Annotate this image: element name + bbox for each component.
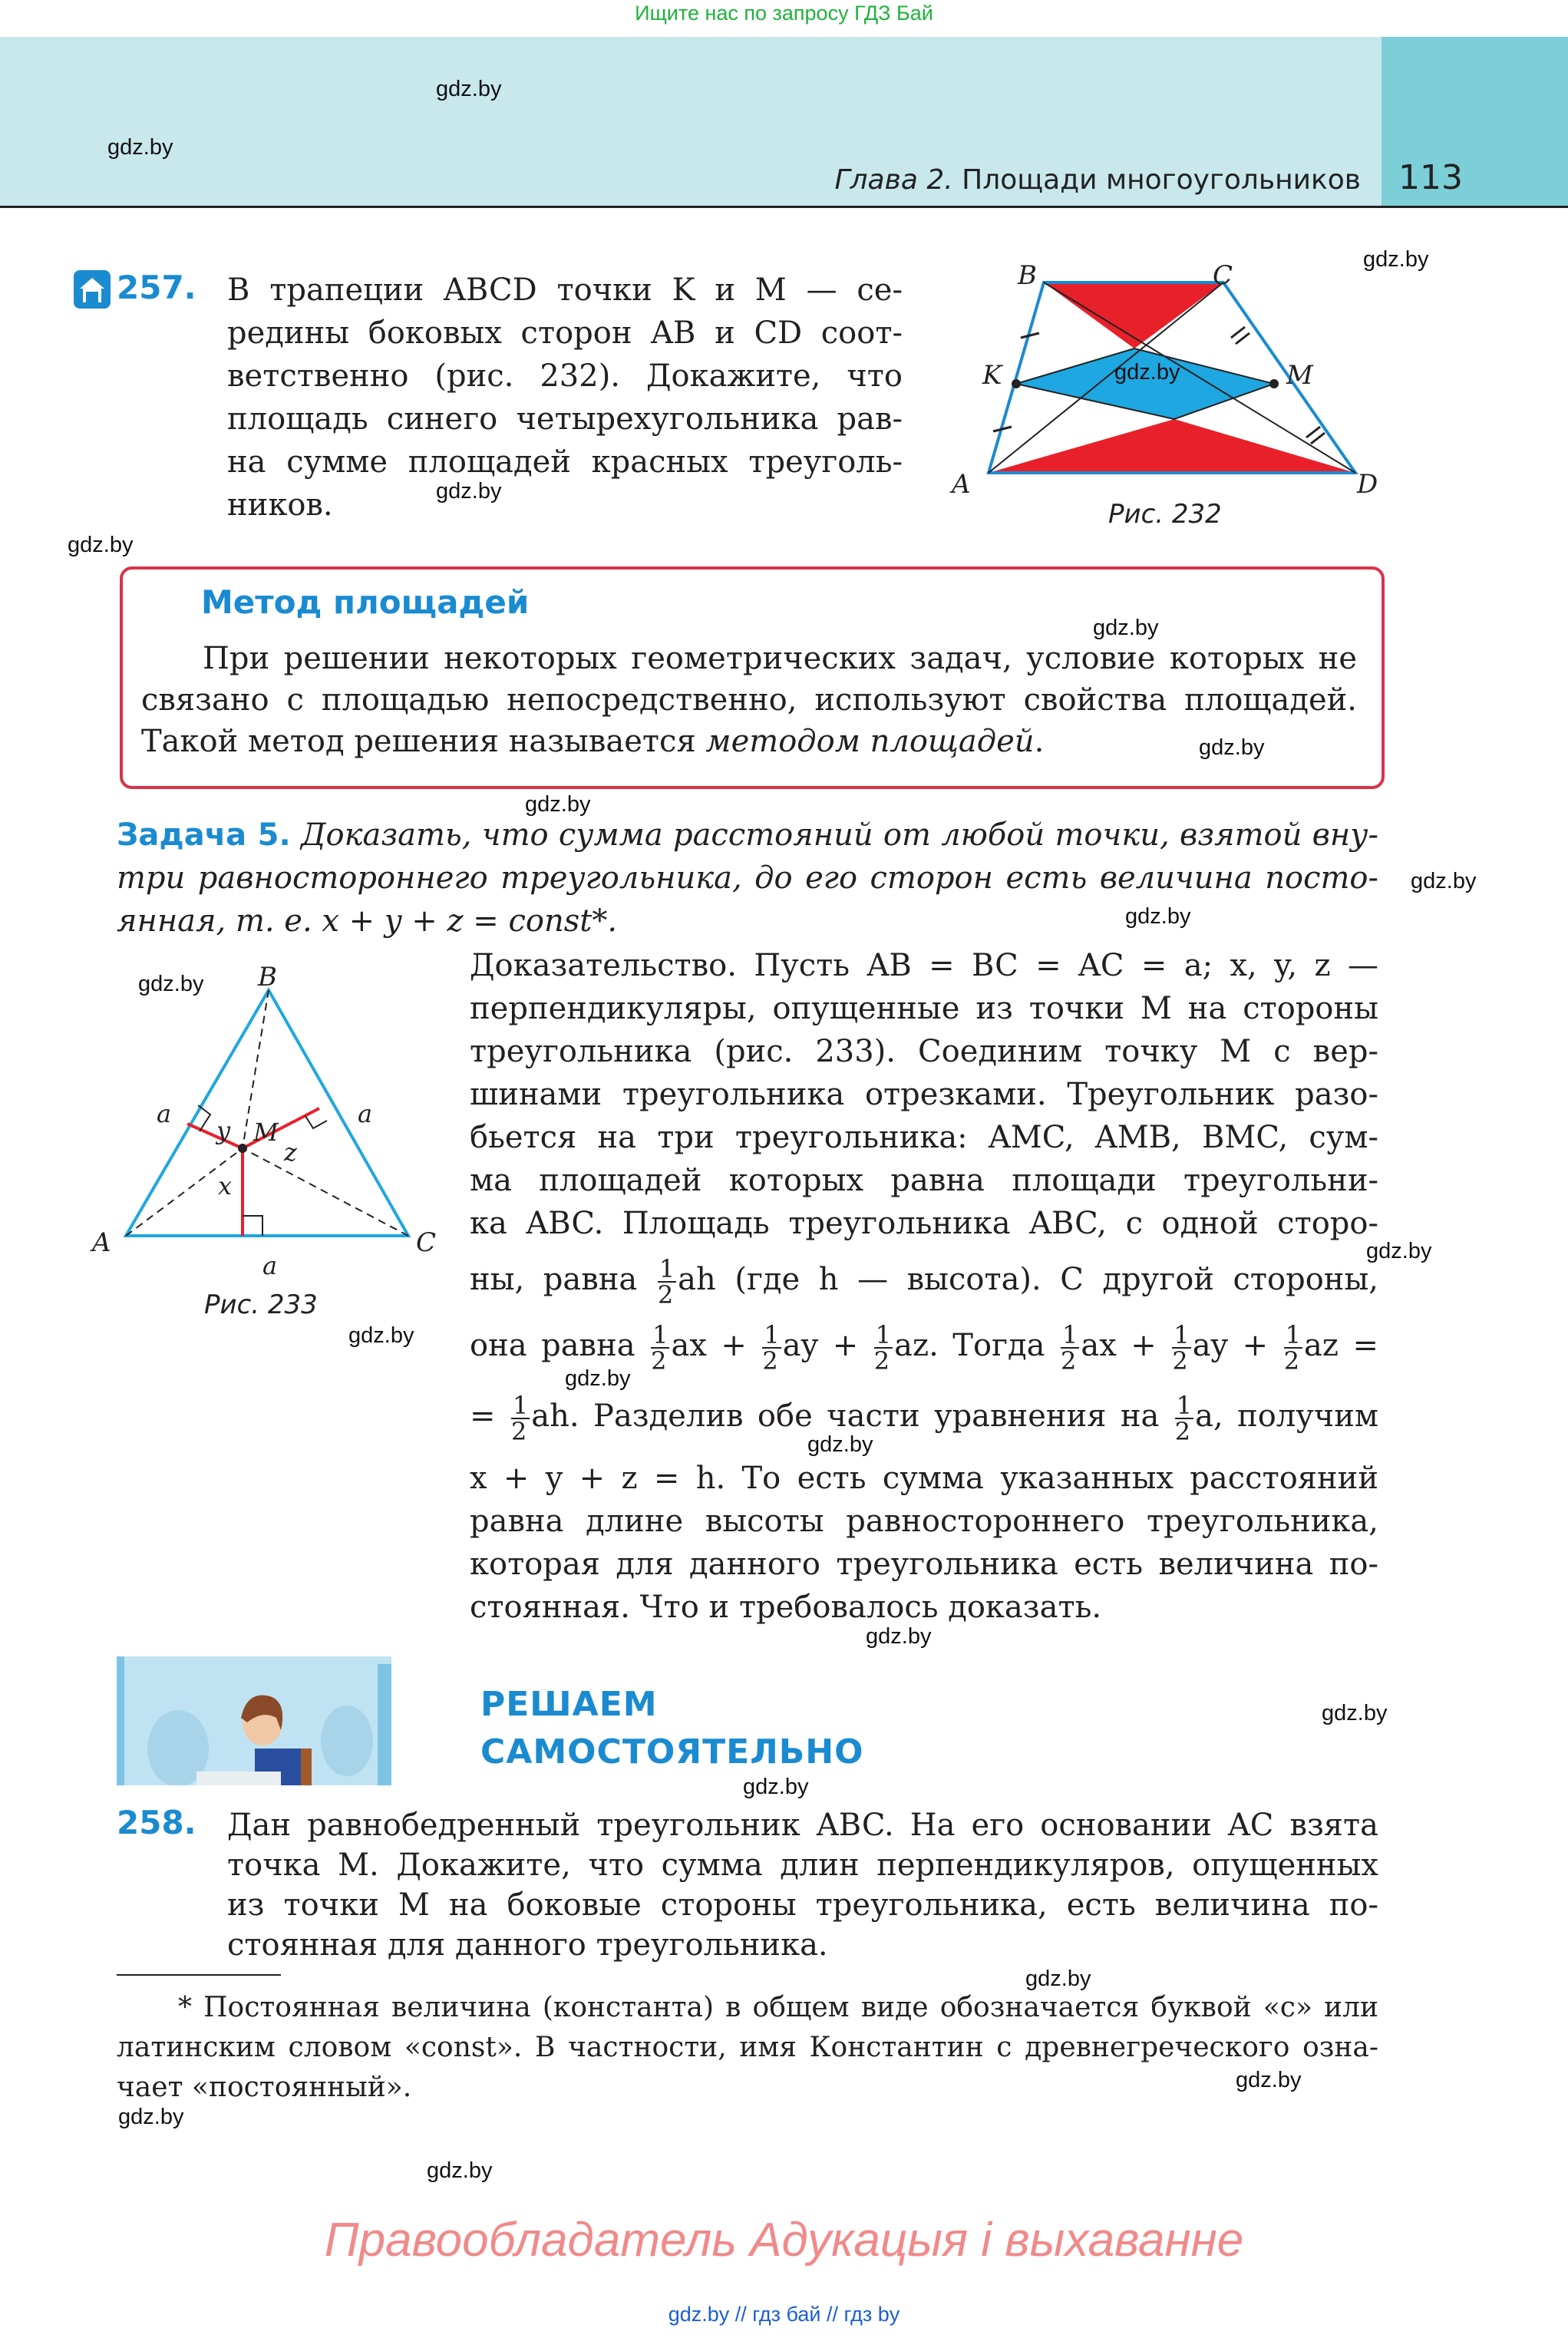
label-A: A bbox=[952, 469, 971, 500]
frac-den: 2 bbox=[1172, 1346, 1188, 1375]
frac-num: 1 bbox=[1285, 1320, 1302, 1349]
label-B: B bbox=[1018, 261, 1037, 291]
proof-line-fraction bbox=[470, 1319, 1378, 1373]
red-triangle-bottom bbox=[989, 419, 1355, 473]
label-M: M bbox=[1286, 360, 1313, 391]
figure-232 bbox=[944, 261, 1420, 514]
fraction-half bbox=[1175, 1393, 1193, 1444]
problem-number: 258. bbox=[117, 1804, 196, 1841]
proof-line-fraction bbox=[470, 1253, 1378, 1307]
watermark: gdz.by bbox=[436, 77, 502, 101]
fraction-half bbox=[511, 1393, 530, 1444]
proof-text: ah (где h — высота). С другой стороны, bbox=[678, 1262, 1379, 1297]
fraction-half bbox=[762, 1320, 781, 1375]
watermark: gdz.by bbox=[1125, 904, 1191, 929]
frac-den: 2 bbox=[1174, 1417, 1191, 1446]
figure-232-caption: Рис. 232 bbox=[1108, 499, 1222, 530]
task5-line: янная, т. е. x + y + z = const*. bbox=[117, 903, 618, 939]
problem-number: 257. bbox=[117, 269, 196, 306]
footer-links[interactable]: gdz.by // гдз бай // гдз by bbox=[668, 2303, 900, 2326]
footnote-line: чает «постоянный». bbox=[117, 2072, 412, 2103]
proof-line: ма площадей которых равна площади треугольни- bbox=[470, 1163, 1378, 1198]
method-line: При решении некоторых геометрических задач, условие которых не bbox=[203, 641, 1357, 676]
frac-num: 1 bbox=[764, 1320, 780, 1349]
problem-257-line: площадь синего четырехугольника рав- bbox=[227, 401, 903, 437]
task5-label: Задача 5. bbox=[117, 817, 291, 853]
label-y: y bbox=[216, 1116, 231, 1145]
watermark: gdz.by bbox=[118, 2105, 184, 2129]
label-x: x bbox=[218, 1171, 233, 1200]
method-line bbox=[141, 720, 1357, 763]
frac-den: 2 bbox=[762, 1346, 778, 1375]
frac-den: 2 bbox=[510, 1417, 527, 1446]
footnote-line: * Постоянная величина (константа) в общем виде обозначается буквой «c» или bbox=[178, 1992, 1378, 2023]
watermark: gdz.by bbox=[348, 1323, 414, 1348]
watermark: gdz.by bbox=[1025, 1966, 1091, 1991]
fraction-half bbox=[651, 1320, 669, 1375]
figure-233-caption: Рис. 233 bbox=[204, 1290, 318, 1320]
proof-text: az. Тогда bbox=[894, 1328, 1045, 1363]
problem-258-line: точка M. Докажите, что сумма длин перпендикуляров, опущенных bbox=[227, 1848, 1378, 1883]
header-divider bbox=[0, 206, 1568, 208]
watermark: gdz.by bbox=[1322, 1701, 1388, 1725]
watermark: gdz.by bbox=[743, 1775, 809, 1799]
frac-num: 1 bbox=[1062, 1320, 1078, 1349]
solve-line: РЕШАЕМ bbox=[480, 1685, 658, 1724]
method-title: Метод площадей bbox=[201, 583, 530, 621]
frac-num: 1 bbox=[659, 1254, 675, 1283]
problem-258-line: стоянная для данного треугольника. bbox=[227, 1927, 828, 1963]
problem-258-line: из точки M на боковые стороны треугольника, есть величина по- bbox=[227, 1887, 1378, 1923]
label-a-right: a bbox=[358, 1099, 373, 1128]
figure-233 bbox=[84, 952, 484, 1290]
watermark: gdz.by bbox=[525, 792, 591, 817]
proof-text: ax + bbox=[671, 1328, 747, 1363]
watermark: gdz.by bbox=[866, 1624, 932, 1649]
watermark: gdz.by bbox=[68, 533, 134, 557]
proof-line: стоянная. Что и требовалось доказать. bbox=[470, 1590, 1102, 1625]
home-task-icon bbox=[72, 269, 112, 310]
proof-line-fraction bbox=[470, 1389, 1378, 1444]
chapter-title bbox=[834, 164, 1361, 196]
frac-num: 1 bbox=[512, 1391, 529, 1420]
watermark: gdz.by bbox=[1411, 869, 1477, 893]
label-A: A bbox=[92, 1227, 111, 1258]
watermark: gdz.by bbox=[1199, 735, 1265, 760]
proof-line: шинами треугольника отрезками. Треугольник разо- bbox=[470, 1077, 1378, 1112]
watermark: gdz.by bbox=[1114, 360, 1180, 385]
page-number: 113 bbox=[1398, 158, 1463, 197]
frac-num: 1 bbox=[1174, 1320, 1190, 1349]
student-illustration bbox=[117, 1656, 391, 1785]
problem-257-line: на сумме площадей красных треуголь- bbox=[227, 444, 903, 480]
fraction-half bbox=[1283, 1320, 1302, 1375]
red-triangle-top bbox=[1044, 282, 1223, 348]
proof-line: треугольника (рис. 233). Соединим точку M с вер- bbox=[470, 1034, 1378, 1069]
proof-text: ah. Разделив обе части уравнения на bbox=[531, 1399, 1160, 1434]
top-hint: Ищите нас по запросу ГДЗ Бай bbox=[635, 2, 933, 25]
proof-text: ны, равна bbox=[470, 1262, 638, 1297]
frac-den: 2 bbox=[873, 1346, 890, 1375]
proof-line: бьется на три треугольника: AMC, AMB, BMC, сум- bbox=[470, 1120, 1378, 1155]
task5-line: три равностороннего треугольника, до его сторон есть величина посто- bbox=[117, 860, 1378, 896]
footnote-line: латинским словом «const». В частности, имя Константин с древнегреческого озна- bbox=[117, 2032, 1378, 2063]
method-emphasis: методом площадей bbox=[705, 724, 1035, 759]
problem-257-line: ников. bbox=[227, 487, 333, 523]
problem-257-line: ветственно (рис. 232). Докажите, что bbox=[227, 358, 903, 394]
proof-line: которая для данного треугольника есть величина по- bbox=[470, 1547, 1378, 1582]
proof-text: ay + bbox=[1192, 1328, 1269, 1363]
task5-line bbox=[117, 814, 1378, 857]
fraction-half bbox=[1061, 1320, 1079, 1375]
task5-text: Доказать, что сумма расстояний от любой точки, взятой вну- bbox=[301, 817, 1378, 853]
watermark: gdz.by bbox=[1236, 2068, 1302, 2092]
proof-text: az = bbox=[1304, 1328, 1378, 1363]
watermark: gdz.by bbox=[1093, 616, 1159, 640]
proof-text: a, получим bbox=[1195, 1399, 1379, 1434]
fraction-half bbox=[1172, 1320, 1190, 1375]
watermark: gdz.by bbox=[138, 972, 204, 996]
proof-line: x + y + z = h. То есть сумма указанных расстояний bbox=[470, 1461, 1378, 1496]
proof-line: Доказательство. Пусть AB = BC = AC = a; x, y, z — bbox=[470, 948, 1378, 983]
watermark: gdz.by bbox=[107, 135, 173, 160]
label-B: B bbox=[258, 962, 277, 992]
label-a-bottom: a bbox=[262, 1251, 278, 1280]
frac-num: 1 bbox=[652, 1320, 668, 1349]
label-C: C bbox=[1213, 261, 1233, 291]
proof-text: ay + bbox=[782, 1328, 859, 1363]
chapter-prefix: Глава 2. bbox=[834, 164, 953, 196]
method-text: Такой метод решения называется bbox=[141, 724, 696, 759]
frac-num: 1 bbox=[875, 1320, 892, 1349]
label-K: K bbox=[982, 360, 1002, 391]
label-M: M bbox=[253, 1118, 279, 1147]
frac-den: 2 bbox=[657, 1280, 674, 1309]
copyright-watermark: Правообладатель Адукацыя і выхаванне bbox=[324, 2214, 1244, 2267]
solve-line: САМОСТОЯТЕЛЬНО bbox=[480, 1732, 864, 1772]
fraction-half bbox=[873, 1320, 893, 1375]
label-a-left: a bbox=[157, 1099, 172, 1128]
problem-257-line: редины боковых сторон AB и CD соот- bbox=[227, 315, 903, 351]
watermark: gdz.by bbox=[1366, 1239, 1432, 1263]
method-end: . bbox=[1034, 724, 1045, 759]
frac-den: 2 bbox=[651, 1346, 667, 1375]
proof-text: = bbox=[470, 1399, 496, 1434]
fraction-half bbox=[657, 1254, 676, 1309]
proof-text: ax + bbox=[1081, 1328, 1157, 1363]
proof-text: она равна bbox=[470, 1328, 635, 1363]
proof-line: равна длине высоты равностороннего треугольника, bbox=[470, 1504, 1378, 1539]
label-C: C bbox=[416, 1227, 437, 1258]
watermark: gdz.by bbox=[427, 2158, 493, 2183]
watermark: gdz.by bbox=[565, 1366, 631, 1391]
problem-257-line: В трапеции ABCD точки K и M — се- bbox=[227, 272, 903, 308]
watermark: gdz.by bbox=[807, 1432, 873, 1457]
footnote-divider bbox=[117, 1974, 281, 1976]
chapter-name: Площади многоугольников bbox=[962, 164, 1361, 196]
frac-den: 2 bbox=[1061, 1346, 1077, 1375]
frac-num: 1 bbox=[1176, 1391, 1193, 1420]
method-line: связано с площадью непосредственно, используют свойства площадей. bbox=[141, 682, 1357, 718]
frac-den: 2 bbox=[1283, 1346, 1300, 1375]
label-D: D bbox=[1357, 469, 1378, 500]
proof-line: перпендикуляры, опущенные из точки M на стороны bbox=[470, 991, 1378, 1026]
solve-section-title bbox=[480, 1681, 864, 1776]
watermark: gdz.by bbox=[1363, 247, 1429, 272]
proof-line: ка ABC. Площадь треугольника ABC, с одной сторо- bbox=[470, 1206, 1378, 1241]
label-z: z bbox=[284, 1138, 297, 1167]
problem-258-line: Дан равнобедренный треугольник ABC. На его основании AC взята bbox=[227, 1808, 1378, 1843]
watermark: gdz.by bbox=[436, 479, 502, 504]
